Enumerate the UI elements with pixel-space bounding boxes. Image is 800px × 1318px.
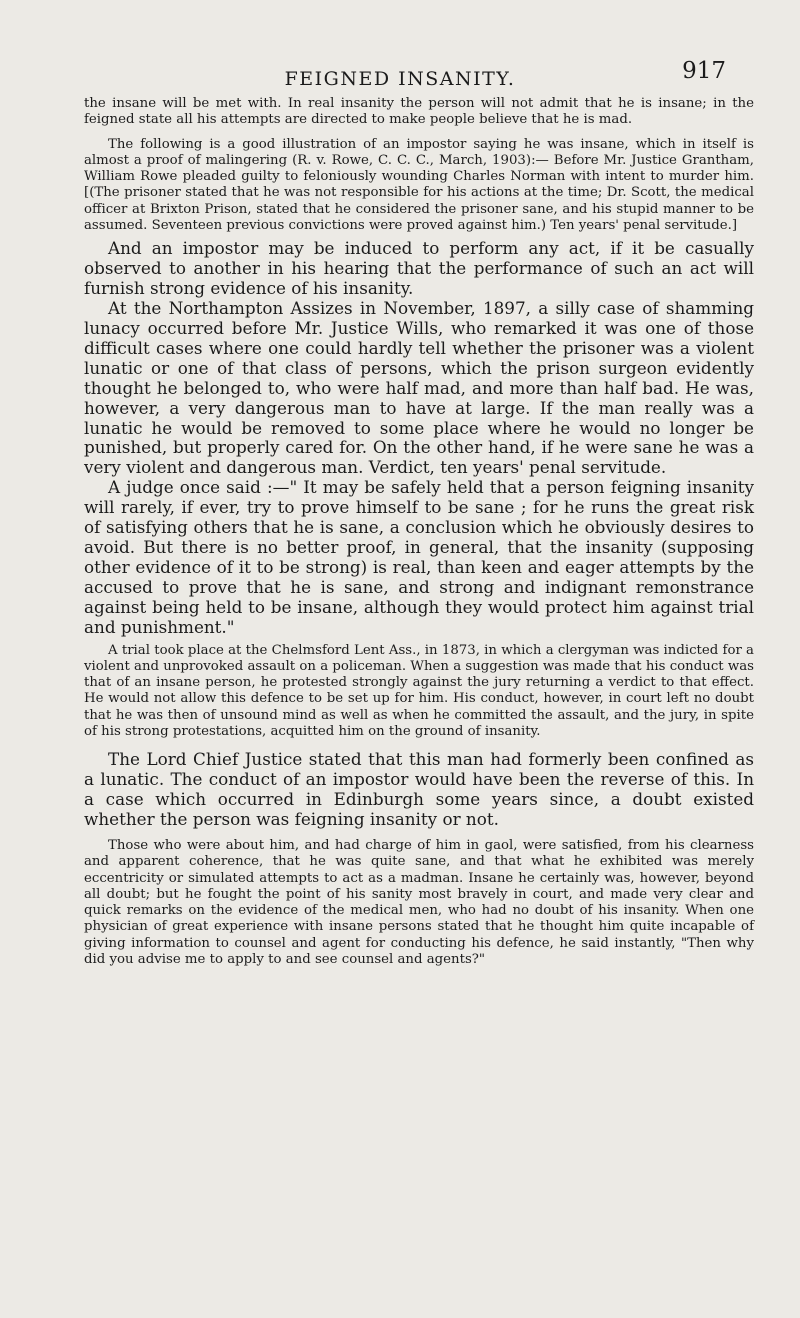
running-head (0, 58, 800, 98)
paragraph-lord-chief-justice: The Lord Chief Justice stated that this man had formerly been confined as a lunatic. The conduct of an impostor would have been the reverse of this. In a case which occurred in Edinburgh some years since, a doubt existed whether the person was feigning insanity or not. (84, 749, 754, 829)
body-text (84, 96, 754, 968)
paragraph-northampton: At the Northampton Assizes in November, 1897, a silly case of shamming lunacy occurred before Mr. Justice Wills, who remarked it was one of those difficult cases where one could hardly tell whether the prisoner was a violent lunatic or one of that class of persons, which the prison surgeon evidently thought he belonged to, who were half mad, and more than half bad. He was, however, a very dangerous man to have at large. If the man really was a lunatic he would be removed to some place where he would no longer be punished, but properly cared for. On the other hand, if he were sane he was a very violent and dangerous man. Verdict, ten years' penal servitude. (84, 298, 754, 478)
page-number: 917 (682, 58, 726, 84)
paragraph-chelmsford: A trial took place at the Chelmsford Lent Ass., in 1873, in which a clergyman was indicted for a violent and unprovoked assault on a policeman. When a suggestion was made that his conduct was that of an insane person, he protested strongly against the jury returning a verdict to that effect. He would not allow this defence to be set up for him. His conduct, however, in court left no doubt that he was then of unsound mind as well as when he committed the assault, and the jury, in spite of his strong protestations, acquitted him on the ground of insanity. (84, 642, 754, 739)
paragraph-impostor-act: And an impostor may be induced to perform any act, if it be casually observed to another in his hearing that the performance of such an act will furnish strong evidence of his insanity. (84, 238, 754, 299)
paragraph-judge-quote: A judge once said :—" It may be safely held that a person feigning insanity will rarely, if ever, try to prove himself to be sane ; for he runs the great risk of satisfying others that he is sane, a conclusion which he obviously desires to avoid. But there is no better proof, in general, that the insanity (supposing other evidence of it to be strong) is real, than keen and eager attempts by the accused to prove that he is sane, and strong and indignant remonstrance against being held to be insane, although they would protect him against trial and punishment." (84, 477, 754, 637)
paragraph-edinburgh-case: Those who were about him, and had charge of him in gaol, were satisfied, from his clearness and apparent coherence, that he was quite sane, and that what he exhibited was merely eccentricity or simulated attempts to act as a madman. Insane he certainly was, however, beyond all doubt; but he fought the point of his sanity most bravely in court, and made very clear and quick remarks on the evidence of the medical men, who had no doubt of his insanity. When one physician of great experience with insane persons stated that he thought him quite incapable of giving information to counsel and agent for conducting his defence, he said instantly, "Then why did you advise me to apply to and see counsel and agents?" (84, 837, 754, 967)
running-title: FEIGNED INSANITY. (284, 68, 516, 90)
paragraph-intro: the insane will be met with. In real insanity the person will not admit that he is insane; in the feigned state all his attempts are directed to make people believe that he is mad. (84, 96, 754, 128)
paragraph-rowe-case: The following is a good illustration of an impostor saying he was insane, which in itself is almost a proof of malingering (R. v. Rowe, C. C. C., March, 1903):— Before Mr. Justice Grantham, William Rowe pleaded guilty to feloniously wounding Charles Norman with intent to murder him. [(The prisoner stated that he was not responsible for his actions at the time; Dr. Scott, the medical officer at Brixton Prison, stated that he considered the prisoner sane, and his stupid manner to be assumed. Seventeen previous convictions were proved against him.) Ten years' penal servitude.] (84, 136, 754, 234)
